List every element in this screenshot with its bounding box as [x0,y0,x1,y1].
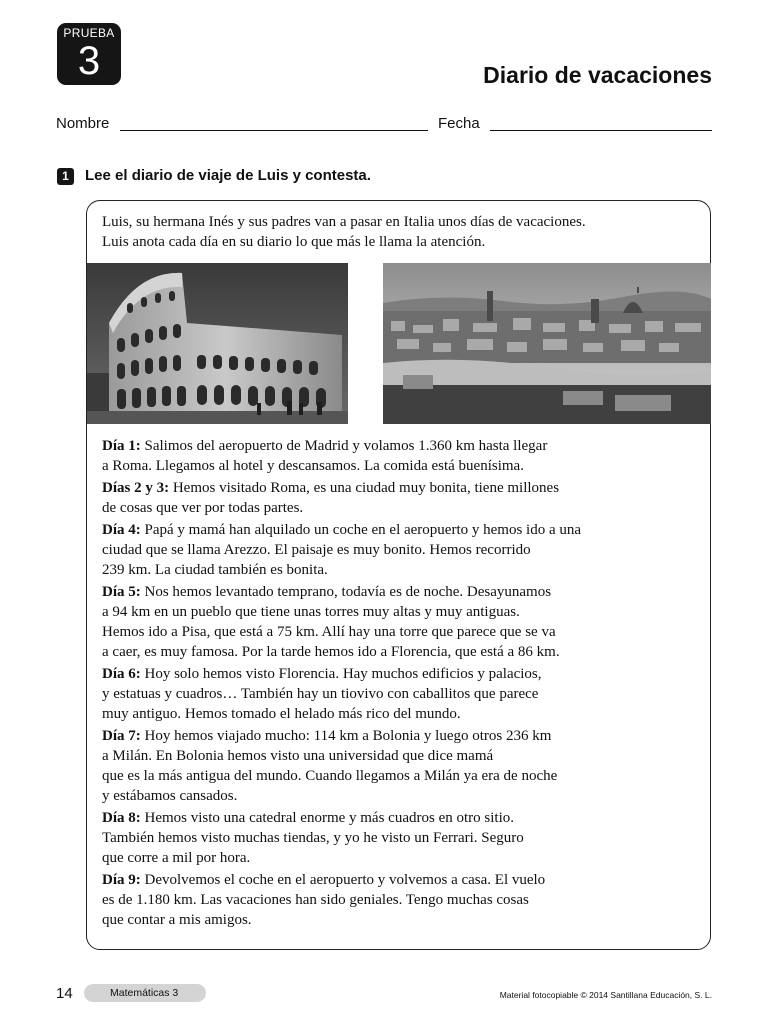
diary-line: y estábamos cansados. [102,788,238,804]
day-label: Día 8: [102,810,141,826]
day-label: Día 4: [102,522,141,538]
diary-line: es de 1.180 km. Las vacaciones han sido geniales. Tengo muchas cosas [102,892,529,908]
diary-line: También hemos visto muchas tiendas, y yo he visto un Ferrari. Seguro [102,830,524,846]
entry-text: Hemos visitado Roma, es una ciudad muy bonita, tiene millones [169,480,560,496]
diary-line: 239 km. La ciudad también es bonita. [102,562,328,578]
entry-text: Hemos visto una catedral enorme y más cuadros en otro sitio. [140,810,514,826]
entry-text: Hoy solo hemos visto Florencia. Hay muchos edificios y palacios, [140,666,542,682]
entry-text: Papá y mamá han alquilado un coche en el aeropuerto y hemos ido a una [140,522,582,538]
intro-line: Luis anota cada día en su diario lo que más le llama la atención. [102,234,486,250]
diary-line: ciudad que se llama Arezzo. El paisaje es muy bonito. Hemos recorrido [102,542,531,558]
diary-line: a Roma. Llegamos al hotel y descansamos. La comida está buenísima. [102,458,524,474]
diary-entry [102,582,702,662]
day-label: Día 5: [102,584,141,600]
diary-line: muy antiguo. Hemos tomado el helado más rico del mundo. [102,706,461,722]
entry-text: Nos hemos levantado temprano, todavía es de noche. Desayunamos [140,584,552,600]
nombre-field[interactable] [120,130,428,131]
florence-photo [383,263,711,424]
intro-line: Luis, su hermana Inés y sus padres van a pasar en Italia unos días de vacaciones. [102,214,586,230]
diary-line [102,870,702,890]
diary-entry [102,808,702,868]
page-title: Diario de vacaciones [483,62,712,88]
diary-entry [102,436,702,476]
page-number: 14 [56,985,73,1002]
diary-entry [102,870,702,930]
diary-line [102,520,702,540]
diary-entry [102,726,702,806]
diary-line: que contar a mis amigos. [102,912,252,928]
day-label: Día 1: [102,438,141,454]
name-date-row [56,115,712,135]
diary-line: a Milán. En Bolonia hemos visto una universidad que dice mamá [102,748,494,764]
diary-entry [102,520,702,580]
diary-line [102,436,702,456]
badge-number: 3 [77,39,101,83]
day-label: Día 6: [102,666,141,682]
diary-line: a 94 km en un pueblo que tiene unas torres muy altas y muy antiguas. [102,604,520,620]
entry-text: Hoy hemos viajado mucho: 114 km a Bolonia y luego otros 236 km [140,728,552,744]
subject-label: Matemáticas 3 [84,984,206,1002]
diary-line [102,726,702,746]
diary-line: que es la más antigua del mundo. Cuando llegamos a Milán ya era de noche [102,768,558,784]
diary-entry [102,664,702,724]
diary-line: Hemos ido a Pisa, que está a 75 km. Allí hay una torre que parece que se va [102,624,556,640]
diary-line [102,664,702,684]
diary-line: a caer, es muy famosa. Por la tarde hemos ido a Florencia, que está a 86 km. [102,644,560,660]
diary-entries [102,436,702,932]
diary-line: y estatuas y cuadros… También hay un tiovivo con caballitos que parece [102,686,539,702]
fecha-field[interactable] [490,130,712,131]
intro-text [102,212,702,252]
fecha-label: Fecha [438,115,480,132]
diary-line [102,478,702,498]
day-label: Día 7: [102,728,141,744]
diary-line [102,808,702,828]
task-instruction: Lee el diario de viaje de Luis y contesta. [85,167,371,184]
copyright-notice: Material fotocopiable © 2014 Santillana Educación, S. L. [499,990,712,1000]
entry-text: Devolvemos el coche en el aeropuerto y volvemos a casa. El vuelo [140,872,546,888]
task-number: 1 [57,168,74,185]
entry-text: Salimos del aeropuerto de Madrid y volamos 1.360 km hasta llegar [140,438,548,454]
day-label: Día 9: [102,872,141,888]
diary-line: de cosas que ver por todas partes. [102,500,304,516]
diary-line: que corre a mil por hora. [102,850,251,866]
badge-label: PRUEBA [63,26,115,40]
diary-line [102,582,702,602]
test-badge [57,23,121,85]
colosseum-photo [87,263,348,424]
nombre-label: Nombre [56,115,110,132]
diary-entry [102,478,702,518]
day-label: Días 2 y 3: [102,480,170,496]
